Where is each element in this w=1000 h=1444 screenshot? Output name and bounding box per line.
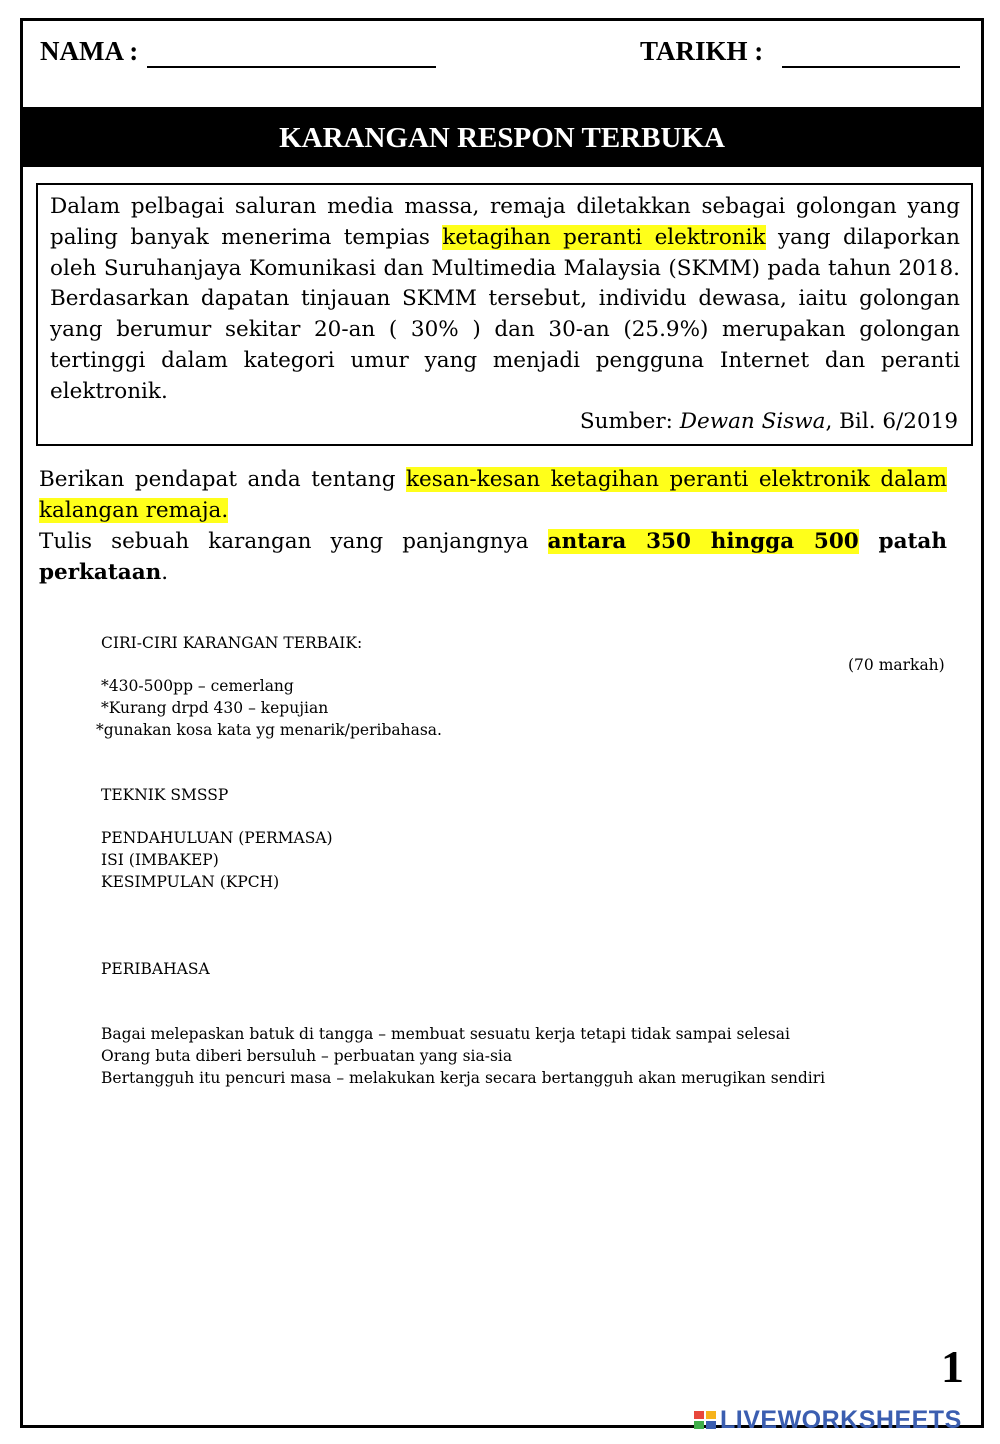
page-number: 1 [941, 1341, 964, 1392]
source-title: Dewan Siswa [679, 409, 826, 434]
page-title: KARANGAN RESPON TERBUKA [20, 107, 984, 167]
instruction-topic [39, 464, 947, 526]
ciri-item: *gunakan kosa kata yg menarik/peribahasa. [96, 721, 442, 739]
instruction-length-prefix: Tulis sebuah karangan yang panjangnya [39, 529, 548, 554]
ciri-item: *430-500pp – cemerlang [101, 677, 294, 695]
instruction-topic-prefix: Berikan pendapat anda tentang [39, 467, 406, 492]
peribahasa-item: Bertangguh itu pencuri masa – melakukan kerja secara bertangguh akan merugikan sendiri [101, 1069, 826, 1087]
passage-text [50, 192, 960, 408]
passage-source [580, 407, 958, 437]
passage-highlight: ketagihan peranti elektronik [442, 224, 766, 250]
teknik-heading: TEKNIK SMSSP [101, 786, 229, 804]
teknik-item: PENDAHULUAN (PERMASA) [101, 829, 333, 847]
instruction-length [39, 526, 947, 588]
instruction-length-end: . [161, 560, 169, 585]
teknik-item: ISI (IMBAKEP) [101, 851, 219, 869]
logo-block [694, 1421, 704, 1429]
watermark-text: LIVEWORKSHEETS [720, 1405, 962, 1434]
instructions [39, 464, 947, 588]
peribahasa-item: Bagai melepaskan batuk di tangga – membuat sesuatu kerja tetapi tidak sampai selesai [101, 1025, 790, 1043]
tarikh-label: TARIKH : [640, 36, 764, 66]
liveworksheets-logo-icon [694, 1411, 716, 1429]
passage-part-2: yang dilaporkan oleh Suruhanjaya Komunikasi dan Multimedia Malaysia (SKMM) pada tahun 2018. Berdasarkan dapatan tinjauan SKMM tersebut, individu dewasa, iaitu golongan yang berumur sekitar 20-an ( 30% ) dan 30-an (25.9%) merupakan golongan tertinggi dalam kategori umur yang menjadi pengguna Internet dan peranti elektronik. [50, 224, 960, 404]
tarikh-blank-line [782, 66, 960, 68]
logo-block [706, 1411, 716, 1419]
peribahasa-item: Orang buta diberi bersuluh – perbuatan yang sia-sia [101, 1047, 513, 1065]
nama-label: NAMA : [40, 36, 139, 66]
teknik-item: KESIMPULAN (KPCH) [101, 873, 280, 891]
marks-label: (70 markah) [848, 656, 945, 674]
instruction-length-bold: patah perkataan [39, 529, 947, 585]
nama-blank-line [147, 66, 436, 68]
source-suffix: , Bil. 6/2019 [825, 409, 958, 434]
logo-block [694, 1411, 704, 1419]
instruction-length-highlight: antara 350 hingga 500 [547, 529, 859, 554]
liveworksheets-watermark[interactable] [694, 1406, 962, 1434]
source-prefix: Sumber: [579, 409, 680, 434]
logo-block [706, 1421, 716, 1429]
passage-part-1: Dalam pelbagai saluran media massa, remaja diletakkan sebagai golongan yang paling banyak menerima tempias [50, 194, 960, 250]
peribahasa-heading: PERIBAHASA [101, 960, 210, 978]
ciri-item: *Kurang drpd 430 – kepujian [101, 699, 329, 717]
instruction-topic-highlight: kesan-kesan ketagihan peranti elektronik dalam kalangan remaja. [39, 467, 947, 523]
ciri-heading: CIRI-CIRI KARANGAN TERBAIK: [101, 634, 363, 652]
